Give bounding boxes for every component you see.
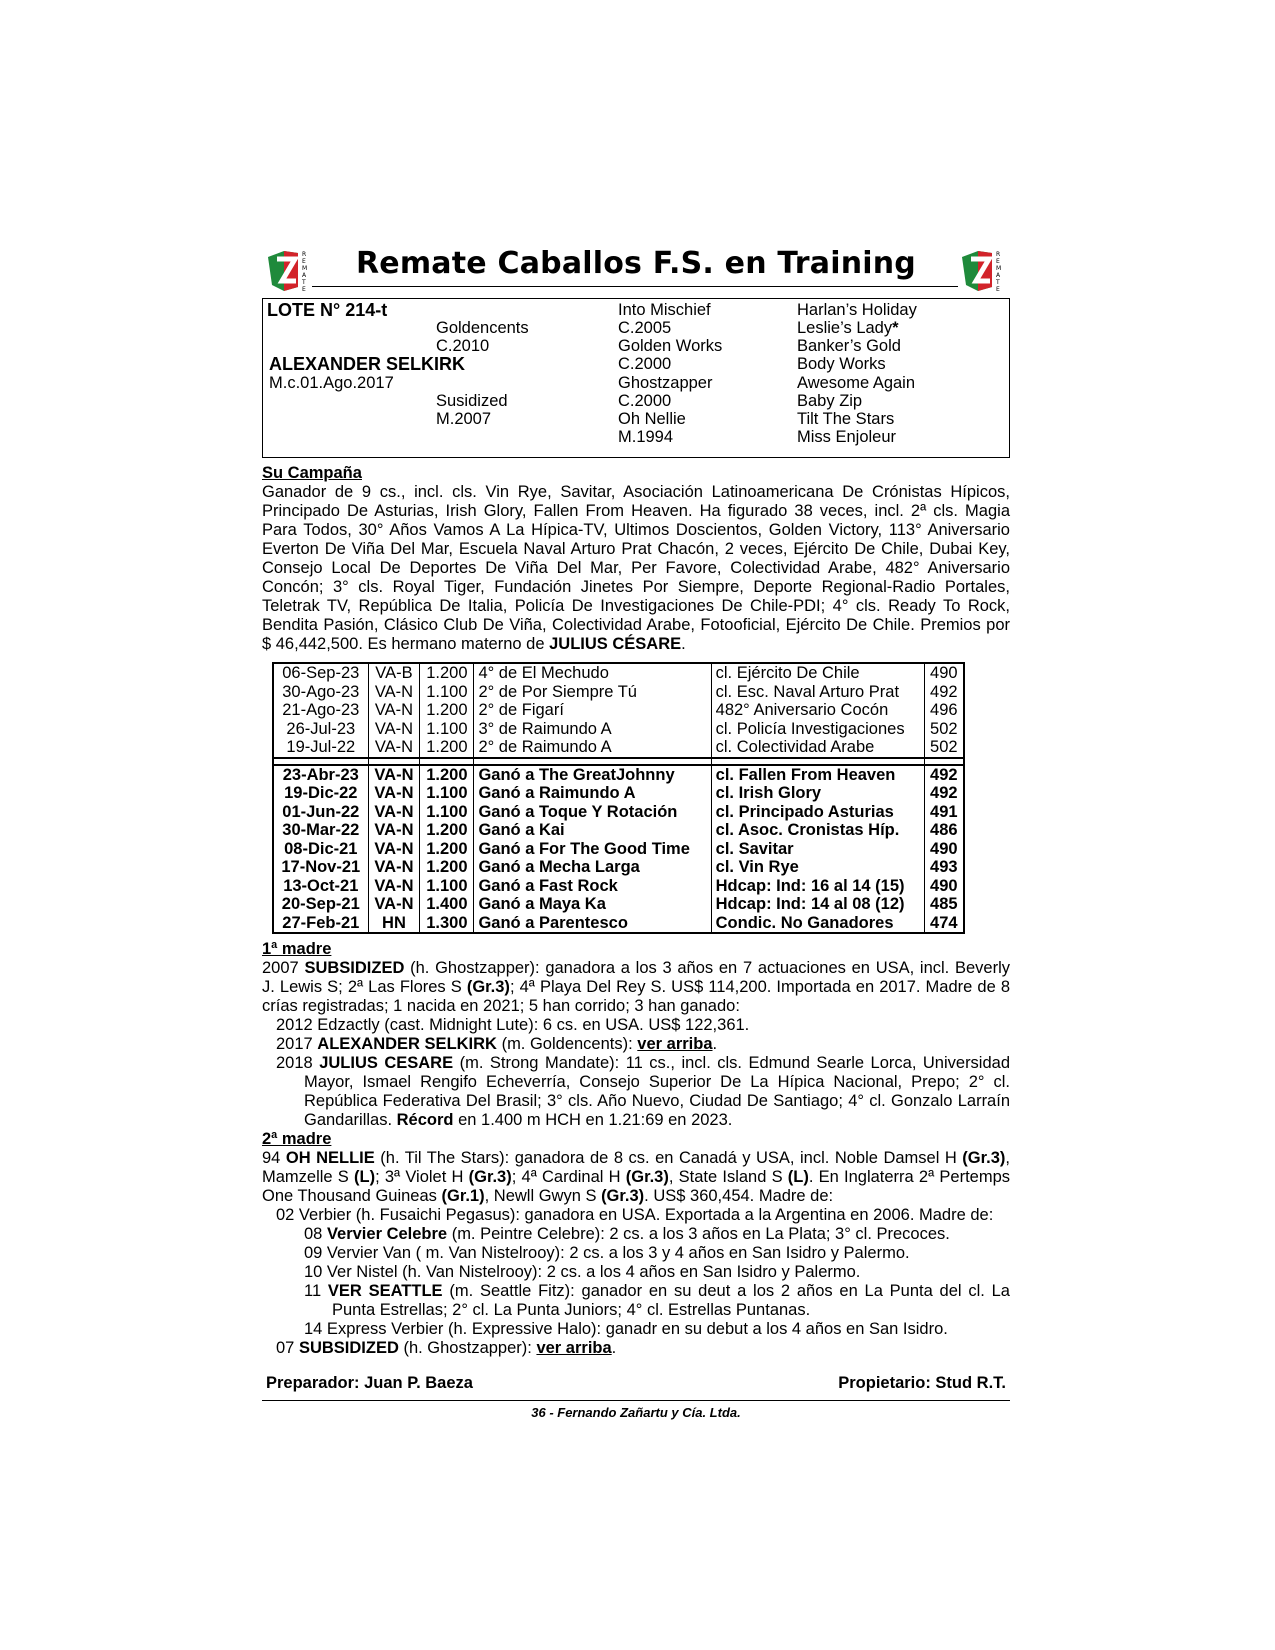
offspring-2012: 2012 Edzactly (cast. Midnight Lute): 6 cs. en USA. US$ 122,361. [276,1016,750,1034]
grandsire-2: Ghostzapper [618,374,713,392]
race-date: 20-Sep-21 [281,895,360,913]
race-race: cl. Irish Glory [711,784,924,803]
ancestor-2: Leslie’s Lady* [797,319,899,337]
race-dist: 1.300 [420,914,474,934]
race-date: 01-Jun-22 [282,802,360,821]
race-weight: 490 [924,840,964,859]
second-dam-heading: 2ª madre [262,1130,332,1148]
race-result: Ganó a The GreatJohnny [474,765,711,785]
race-date: 21-Ago-23 [282,701,360,719]
ancestor-1: Harlan’s Holiday [797,301,917,319]
ancestor-8: Miss Enjoleur [797,428,897,446]
grand-offspring-08: 08 Vervier Celebre (m. Peintre Celebre): 2 cs. a los 3 años en La Plata; 3° cl. Precoces. [304,1225,950,1243]
second-dam-offspring [262,1206,1010,1358]
race-result: Ganó a Raimundo A [474,784,711,803]
race-track: VA-N [368,840,420,859]
lot-number: LOTE N° 214-t [267,300,388,320]
race-weight: 502 [924,720,964,739]
race-result: 4° de El Mechudo [474,663,711,683]
race-dist: 1.200 [420,701,474,720]
race-track: VA-N [368,765,420,785]
race-track: VA-N [368,821,420,840]
race-track: VA-N [368,877,420,896]
ancestor-7: Tilt The Stars [797,410,895,428]
campaign-text: Ganador de 9 cs., incl. cls. Vin Rye, Savitar, Asociación Latinoamericana De Crónistas Hípicos, Principado De Asturias, Irish Glory, Fallen From Heaven. Ha figurado 38 veces, incl. 2ª cls. Magia Para Todos, 30° Años Vamos A La Hípica-TV, Ultimos Doscientos, Golden Victory, 113° Aniversario Everton De Viña Del Mar, Escuela Naval Arturo Prat Chacón, 2 veces, Ejército De Chile, Dubai Key, Consejo Local De Deportes De Viña Del Mar, Per Favore, Colectividad Arabe, 482° Aniversario Concón; 3° cls. Royal Tiger, Fundación Jinetes Por Siempre, Deporte Regional-Radio Portales, Teletrak TV, República De Italia, Policía De Investigaciones De Chile-PDI; 4° cls. Ready To Rock, Bendita Pasión, Clásico Club De Viña, Colectividad Arabe, Fotooficial, Ejército De Chile. Premios por $ 46,442,500. Es hermano materno de JULIUS CÉSARE. [262,483,1010,653]
header [262,232,1010,292]
race-weight: 493 [924,858,964,877]
first-dam-offspring [262,1016,1010,1130]
race-date: 17-Nov-21 [281,858,361,876]
race-row [273,840,964,859]
race-track: VA-N [368,858,420,877]
race-weight: 502 [924,738,964,758]
second-dam-text: 94 OH NELLIE (h. Til The Stars): ganadora de 8 cs. en Canadá y USA, incl. Noble Damsel H (Gr.3), Mamzelle S (L); 3ª Violet H (Gr.3); 4ª Cardinal H (Gr.3), State Island S (L). En Inglaterra 2ª Pertemps One Thousand Guineas (Gr.1), Newll Gwyn S (Gr.3). US$ 360,454. Madre de: [262,1149,1010,1205]
race-date: 19-Jul-22 [286,738,356,756]
race-row [273,784,964,803]
race-row [273,683,964,702]
offspring-2018: 2018 JULIUS CESARE (m. Strong Mandate): 11 cs., incl. cls. Edmund Searle Lorca, Universidad Mayor, Ismael Rengifo Echeverría, Consejo Superior De La Hípica Nacional, Prepo; 2° cl. República Federativa Del Brasil; 3° cls. Año Nuevo, Ciudad De Santiago; 4° cl. Gonzalo Larraín Gandarillas. Récord en 1.400 m HCH en 1.21:69 en 2023. [276,1054,1011,1129]
svg-text:A: A [996,272,1001,279]
race-weight: 474 [924,914,964,934]
race-race: Hdcap: Ind: 16 al 14 (15) [711,877,924,896]
race-row [273,765,964,785]
race-dist: 1.100 [420,683,474,702]
svg-text:M: M [302,265,308,272]
race-dist: 1.200 [420,821,474,840]
race-date: 06-Sep-23 [282,664,360,682]
race-track: VA-N [368,784,420,803]
granddam-1: Golden Works [618,337,723,355]
svg-text:E: E [996,258,1000,265]
page [262,232,1010,1420]
race-weight: 490 [924,877,964,896]
race-weight: 491 [924,803,964,822]
svg-text:E: E [996,286,1000,293]
remates-logo-right [958,247,1008,293]
offspring-2017: 2017 ALEXANDER SELKIRK (m. Goldencents): ver arriba. [276,1035,718,1053]
sire-year: C.2010 [436,337,490,355]
race-dist: 1.100 [420,877,474,896]
race-weight: 486 [924,821,964,840]
granddam-1-year: C.2000 [618,355,672,373]
race-date: 26-Jul-23 [286,719,356,738]
race-race: cl. Vin Rye [711,858,924,877]
race-race: cl. Principado Asturias [711,803,924,822]
svg-text:E: E [302,258,306,265]
footer-credits [262,1374,1010,1394]
race-track: VA-B [368,663,420,683]
header-rule [312,286,958,287]
svg-text:T: T [302,279,306,286]
race-result: Ganó a Parentesco [474,914,711,934]
race-row [273,701,964,720]
ancestor-5: Awesome Again [797,374,916,392]
trainer: Preparador: Juan P. Baeza [266,1374,473,1392]
race-row [273,895,964,914]
race-track: VA-N [368,683,420,702]
svg-text:R: R [996,251,1001,258]
race-race: Hdcap: Ind: 14 al 08 (12) [711,895,924,914]
race-date: 27-Feb-21 [282,913,360,932]
race-race: cl. Esc. Naval Arturo Prat [711,683,924,702]
grand-offspring-11: 11 VER SEATTLE (m. Seattle Fitz): ganador en su deut a los 2 años en La Punta del cl. La Punta Estrellas; 2° cl. La Punta Juniors; 4° cl. Estrellas Puntanas. [304,1282,1010,1319]
race-dist: 1.100 [420,803,474,822]
svg-text:E: E [302,286,306,293]
race-weight: 492 [924,784,964,803]
ancestor-6: Baby Zip [797,392,863,410]
svg-text:R: R [302,251,307,258]
race-result: Ganó a Maya Ka [474,895,711,914]
race-race: cl. Savitar [711,840,924,859]
race-weight: 492 [924,765,964,785]
ancestor-3: Banker’s Gold [797,337,901,355]
svg-text:T: T [996,279,1000,286]
race-weight: 485 [924,895,964,914]
footer-rule [262,1400,1010,1401]
svg-text:M: M [996,265,1002,272]
race-row [273,720,964,739]
sire: Goldencents [436,319,529,337]
campaign-heading: Su Campaña [262,464,362,482]
race-dist: 1.100 [420,784,474,803]
race-weight: 492 [924,683,964,702]
race-weight: 490 [924,663,964,683]
race-date: 13-Oct-21 [283,876,359,895]
race-date: 30-Mar-22 [282,821,360,839]
dam-year: M.2007 [436,410,492,428]
document-title: Remate Caballos F.S. en Training [356,246,916,281]
race-row [273,877,964,896]
grand-offspring-10: 10 Ver Nistel (h. Van Nistelrooy): 2 cs. a los 4 años en San Isidro y Palermo. [304,1263,861,1281]
race-track: VA-N [368,895,420,914]
race-dist: 1.100 [420,720,474,739]
pedigree-box [262,298,1010,458]
offspring-02-verbier: 02 Verbier (h. Fusaichi Pegasus): ganadora en USA. Exportada a la Argentina en 2006. Madre de: [276,1206,994,1224]
race-result: 2° de Raimundo A [474,738,711,758]
page-footer: 36 - Fernando Zañartu y Cía. Ltda. [531,1405,741,1420]
race-result: 2° de Figarí [474,701,711,720]
race-record-table [272,662,965,934]
race-track: VA-N [368,803,420,822]
race-date: 19-Dic-22 [284,784,358,802]
race-race: Condic. No Ganadores [711,914,924,934]
race-date: 30-Ago-23 [282,682,360,701]
race-result: Ganó a Toque Y Rotación [474,803,711,822]
race-track: VA-N [368,720,420,739]
grand-offspring-14: 14 Express Verbier (h. Expressive Halo): ganadr en su debut a los 4 años en San Isidro. [304,1320,948,1338]
race-dist: 1.200 [420,663,474,683]
first-dam-heading: 1ª madre [262,940,332,958]
granddam-2: Oh Nellie [618,410,686,428]
race-race: cl. Colectividad Arabe [711,738,924,758]
granddam-2-year: M.1994 [618,428,674,446]
race-row [273,821,964,840]
race-row [273,738,964,758]
race-row [273,663,964,683]
race-table-divider [273,758,964,765]
race-result: Ganó a Mecha Larga [474,858,711,877]
race-track: HN [368,914,420,934]
horse-name: ALEXANDER SELKIRK [269,354,466,374]
dam: Susidized [436,392,508,410]
race-dist: 1.200 [420,765,474,785]
offspring-07-subsidized: 07 SUBSIDIZED (h. Ghostzapper): ver arriba. [276,1339,617,1357]
race-date: 08-Dic-21 [284,839,358,858]
race-track: VA-N [368,701,420,720]
race-date: 23-Abr-23 [282,765,359,784]
race-dist: 1.200 [420,858,474,877]
svg-text:A: A [302,272,307,279]
race-row [273,803,964,822]
race-weight: 496 [924,701,964,720]
grandsire-2-year: C.2000 [618,392,672,410]
race-result: 3° de Raimundo A [474,720,711,739]
race-result: 2° de Por Siempre Tú [474,683,711,702]
race-race: cl. Ejército De Chile [711,663,924,683]
race-track: VA-N [368,738,420,758]
grandsire-1-year: C.2005 [618,319,672,337]
race-dist: 1.200 [420,738,474,758]
race-row [273,858,964,877]
ancestor-4: Body Works [797,355,886,373]
race-dist: 1.400 [420,895,474,914]
race-result: Ganó a For The Good Time [474,840,711,859]
owner: Propietario: Stud R.T. [838,1374,1006,1392]
grandsire-1: Into Mischief [618,301,711,319]
race-result: Ganó a Kai [474,821,711,840]
race-race: cl. Policía Investigaciones [711,720,924,739]
grand-offspring-09: 09 Vervier Van ( m. Van Nistelrooy): 2 cs. a los 3 y 4 años en San Isidro y Palermo. [304,1244,910,1262]
race-race: 482° Aniversario Cocón [711,701,924,720]
first-dam-text: 2007 SUBSIDIZED (h. Ghostzapper): ganadora a los 3 años en 7 actuaciones en USA, incl. Beverly J. Lewis S; 2ª Las Flores S (Gr.3); 4ª Playa Del Rey S. US$ 114,200. Importada en 2017. Madre de 8 crías registradas; 1 nacida en 2021; 5 han corrido; 3 han ganado: [262,959,1010,1015]
race-race: cl. Asoc. Cronistas Híp. [711,821,924,840]
race-row [273,914,964,934]
race-result: Ganó a Fast Rock [474,877,711,896]
race-dist: 1.200 [420,840,474,859]
race-race: cl. Fallen From Heaven [711,765,924,785]
horse-info: M.c.01.Ago.2017 [269,374,394,392]
